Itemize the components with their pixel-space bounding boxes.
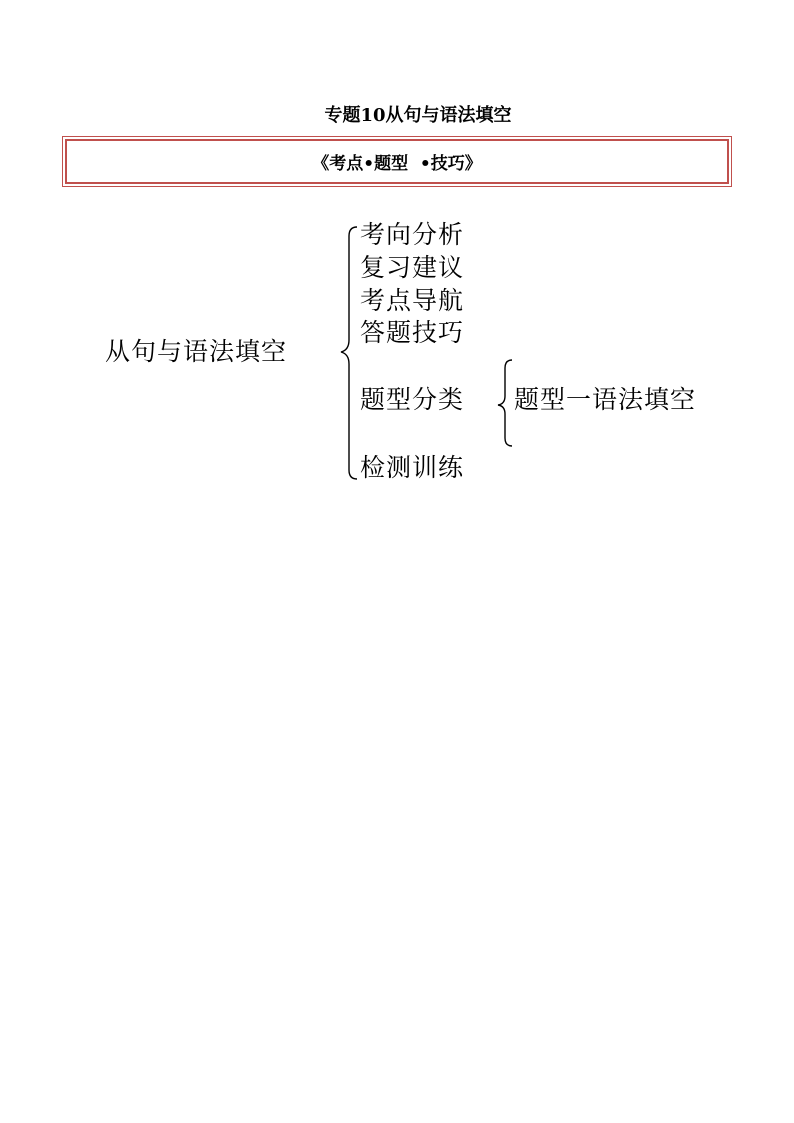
banner-text: 《考点•题型 •技巧》 — [65, 139, 729, 184]
outline-item-training: 检测训练 — [360, 453, 465, 482]
page-title: 专题10从句与语法填空 — [324, 105, 512, 126]
main-brace — [341, 227, 357, 479]
outline-subitem-grammar-fill: 题型一语法填空 — [514, 385, 697, 414]
sub-brace — [498, 360, 512, 446]
outline-item-answer-tips: 答题技巧 — [360, 318, 465, 347]
outline-item-analysis: 考向分析 — [360, 220, 465, 249]
outline-item-exam-points: 考点导航 — [360, 286, 465, 315]
outline-item-question-types: 题型分类 — [360, 385, 465, 414]
outline-root-label: 从句与语法填空 — [105, 337, 288, 366]
outline-item-review-advice: 复习建议 — [360, 253, 465, 282]
